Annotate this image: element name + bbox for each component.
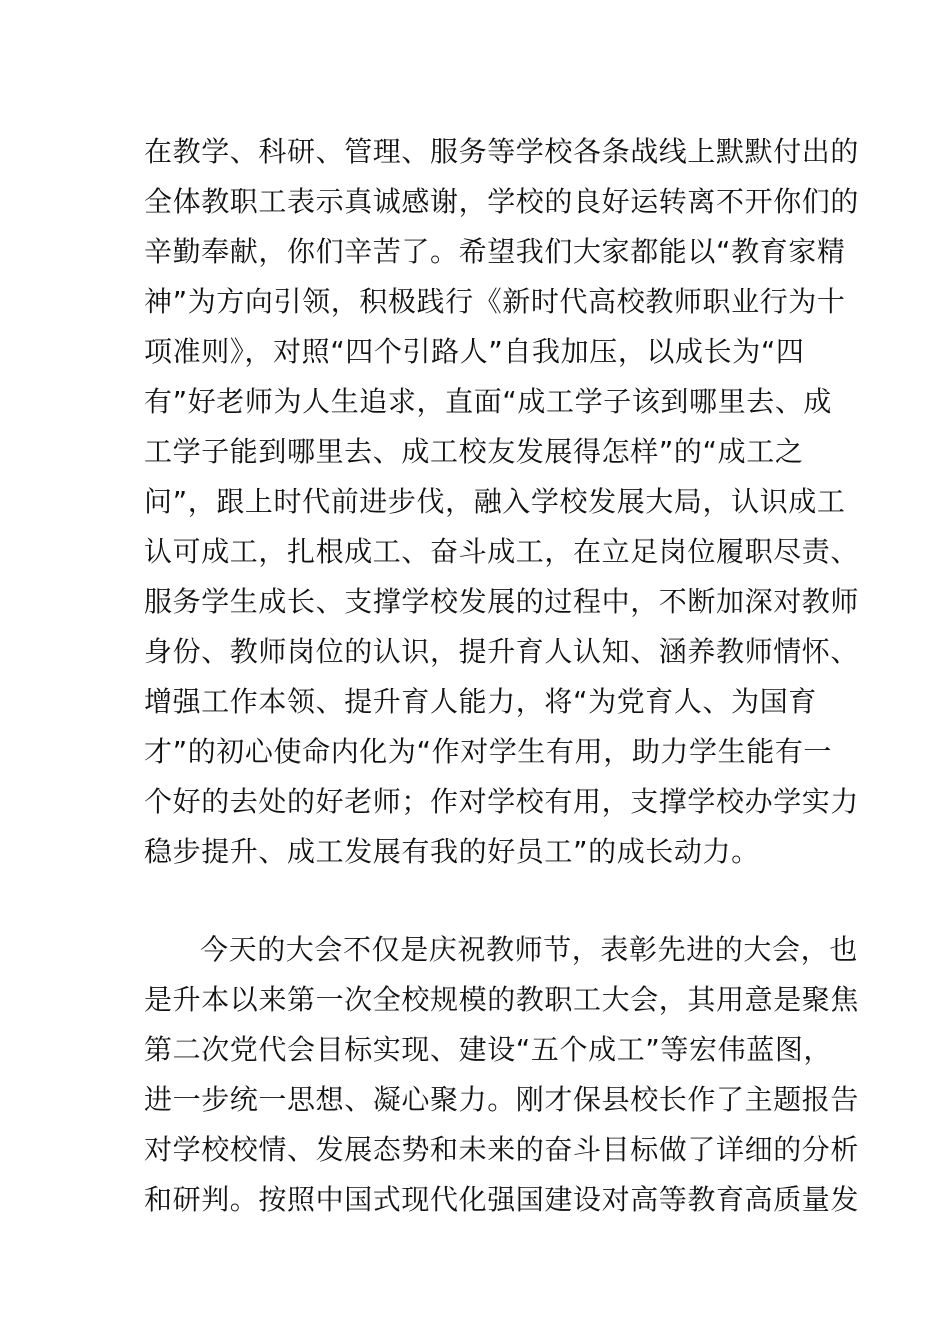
paragraph-line: 服务学生成长、支撑学校发展的过程中，不断加深对教师 xyxy=(144,585,860,618)
paragraph-line: 认可成工，扎根成工、奋斗成工，在立足岗位履职尽责、 xyxy=(144,535,860,568)
paragraph-line: 神”为方向引领，积极践行《新时代高校教师职业行为十 xyxy=(144,285,846,318)
paragraph-line: 稳步提升、成工发展有我的好员工”的成长动力。 xyxy=(144,835,760,868)
paragraph-line: 今天的大会不仅是庆祝教师节，表彰先进的大会，也 xyxy=(200,933,858,966)
paragraph-line: 工学子能到哪里去、成工校友发展得怎样”的“成工之 xyxy=(144,435,804,468)
paragraph-line: 和研判。按照中国式现代化强国建设对高等教育高质量发 xyxy=(144,1183,860,1216)
paragraph-line: 进一步统一思想、凝心聚力。刚才保县校长作了主题报告 xyxy=(144,1083,860,1116)
paragraph-line: 个好的去处的好老师；作对学校有用，支撑学校办学实力 xyxy=(144,785,860,818)
paragraph-line: 在教学、科研、管理、服务等学校各条战线上默默付出的 xyxy=(144,135,860,168)
paragraph-line: 是升本以来第一次全校规模的教职工大会，其用意是聚焦 xyxy=(144,983,860,1016)
paragraph-line: 辛勤奉献，你们辛苦了。希望我们大家都能以“教育家精 xyxy=(144,235,846,268)
paragraph-line: 全体教职工表示真诚感谢，学校的良好运转离不开你们的 xyxy=(144,185,860,218)
paragraph-line: 才”的初心使命内化为“作对学生有用，助力学生能有一 xyxy=(144,735,833,768)
paragraph-line: 有”好老师为人生追求，直面“成工学子该到哪里去、成 xyxy=(144,385,833,418)
paragraph-line: 身份、教师岗位的认识，提升育人认知、涵养教师情怀、 xyxy=(144,635,860,668)
paragraph-line: 问”，跟上时代前进步伐，融入学校发展大局，认识成工 xyxy=(144,485,846,518)
paragraph-line: 对学校校情、发展态势和未来的奋斗目标做了详细的分析 xyxy=(144,1133,860,1166)
paragraph-line: 第二次党代会目标实现、建设“五个成工”等宏伟蓝图， xyxy=(144,1033,833,1066)
paragraph-line: 项准则》，对照“四个引路人”自我加压，以成长为“四 xyxy=(144,335,805,368)
paragraph-line: 增强工作本领、提升育人能力，将“为党育人、为国育 xyxy=(144,685,817,718)
